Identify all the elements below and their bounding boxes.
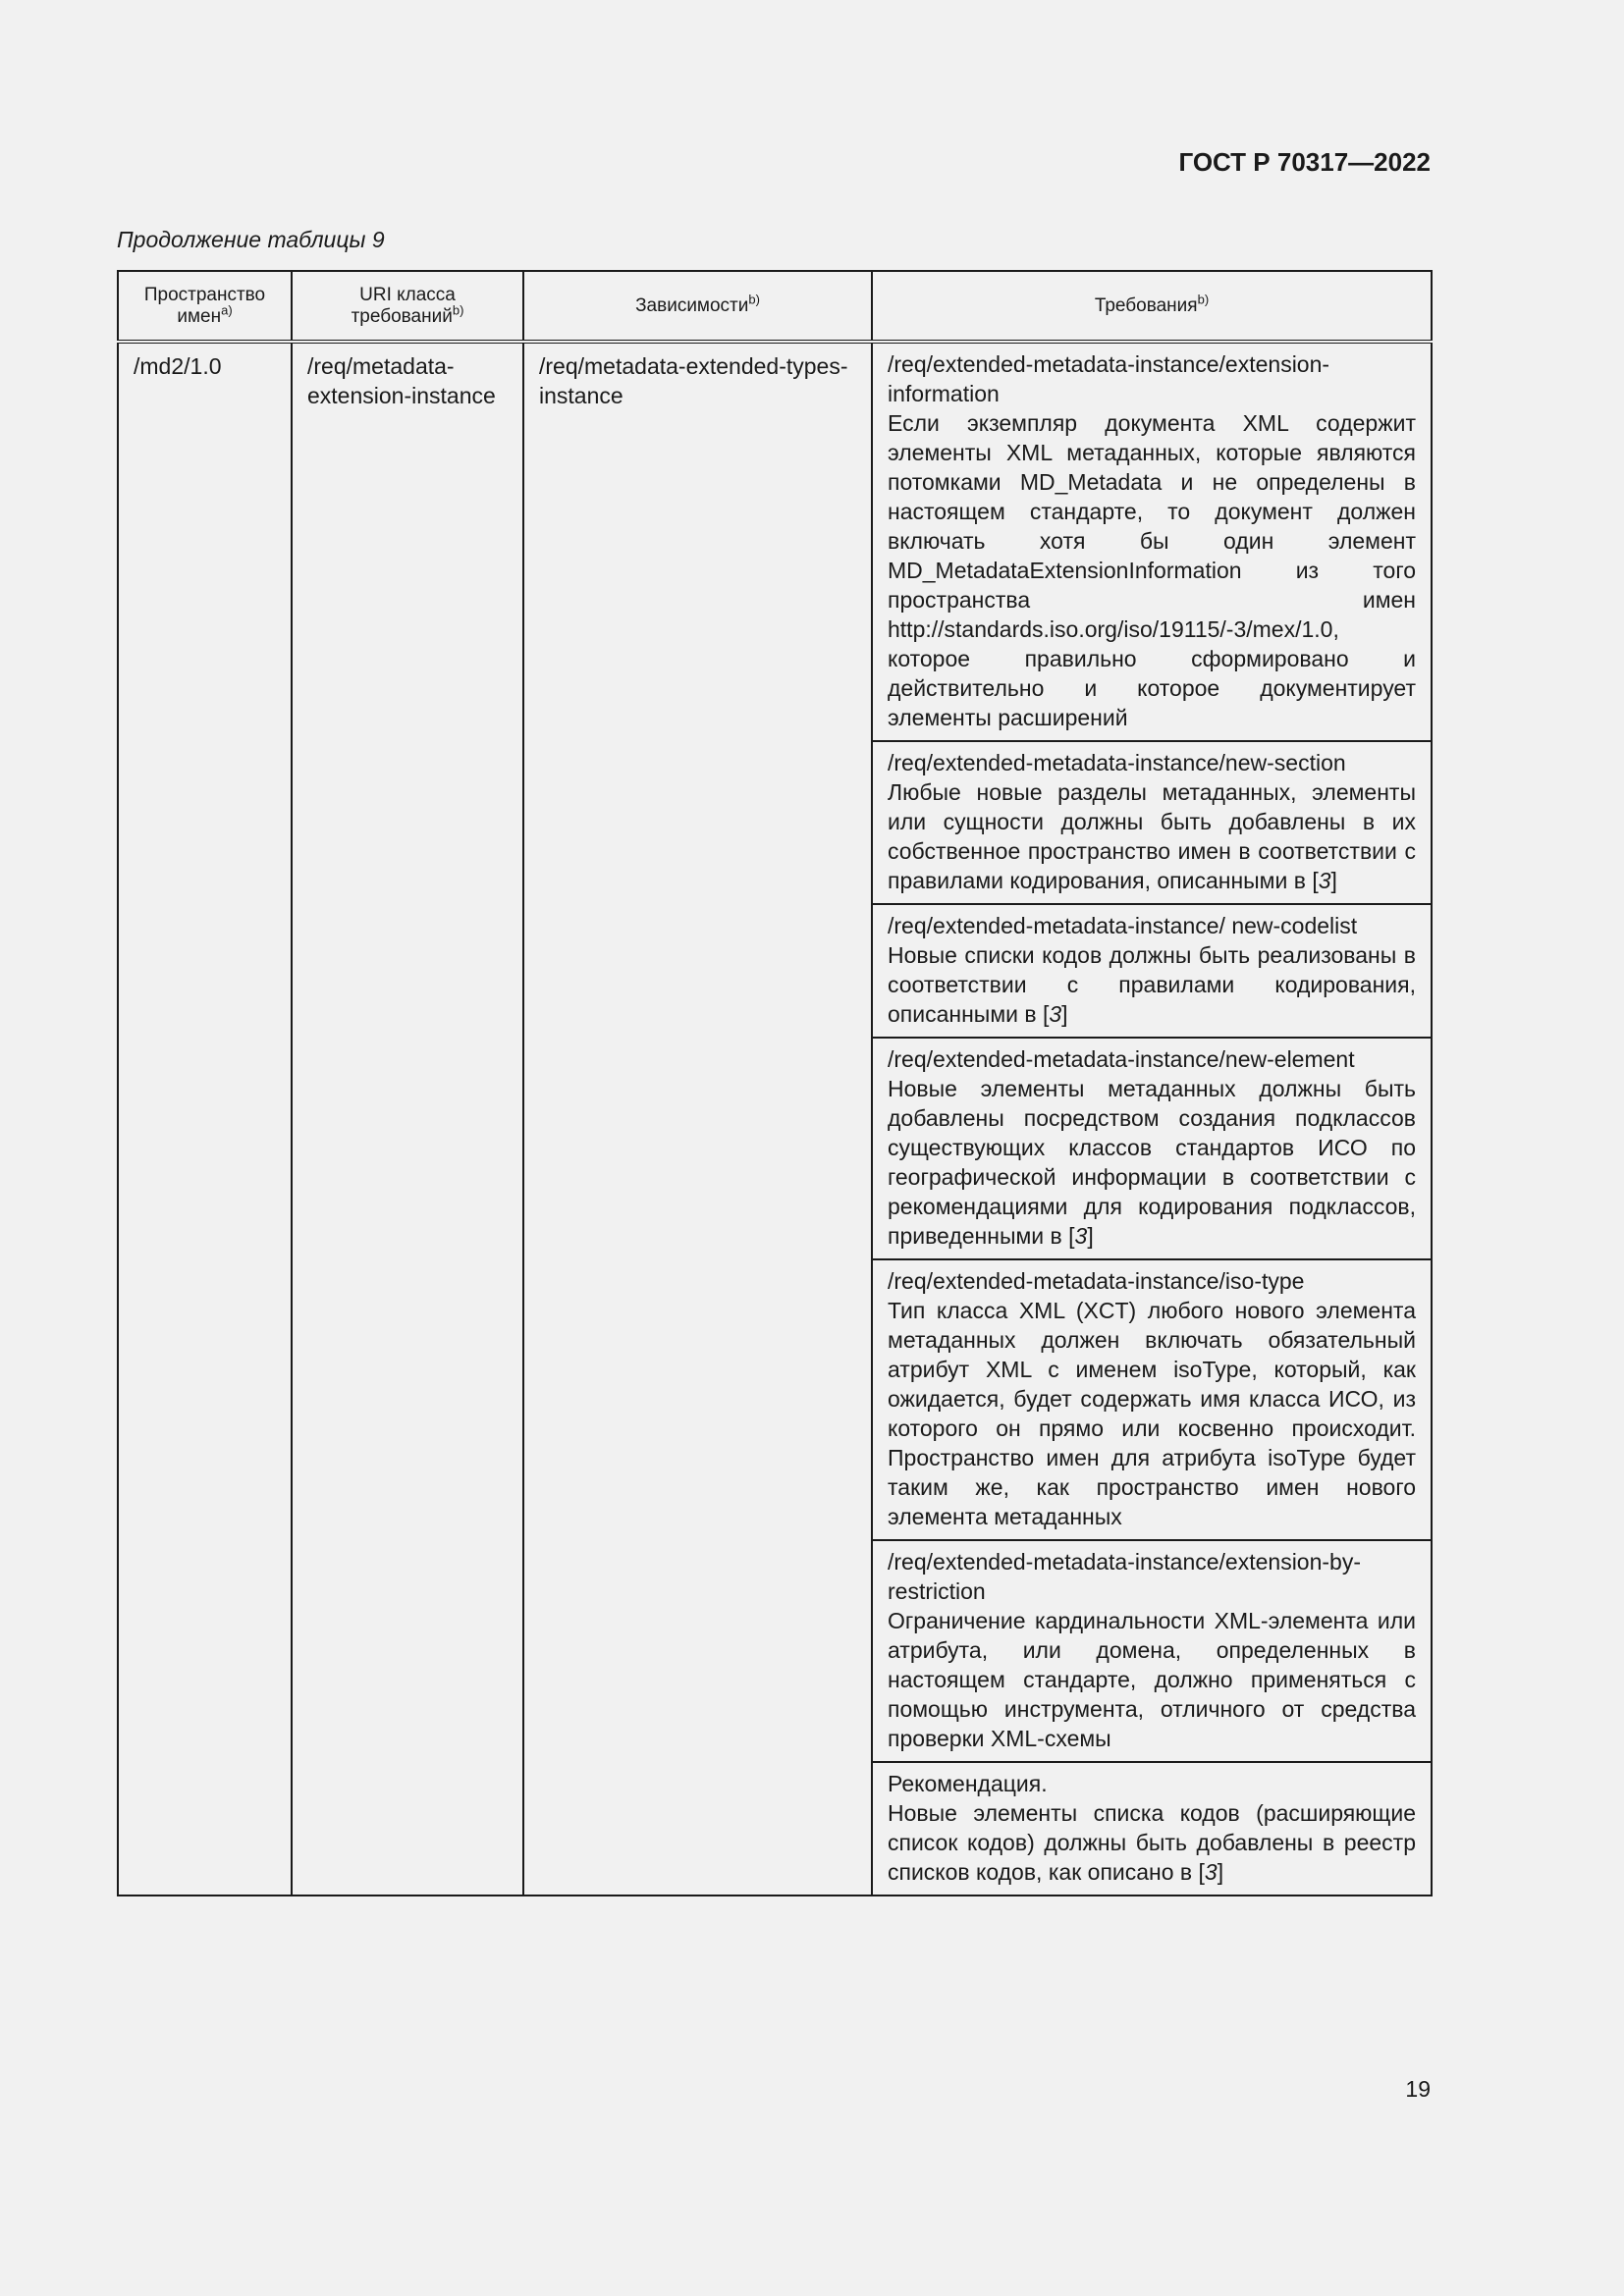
column-footnote-mark: b) [1197,292,1210,307]
document-code: ГОСТ Р 70317—2022 [1178,147,1431,177]
recommendation-label: Рекомендация. [888,1771,1048,1796]
column-header-label: URI класса требований [351,284,456,327]
namespace-value: /md2/1.0 [134,353,222,379]
column-header-dependencies [523,271,872,342]
requirement-uri: /req/extended-metadata-instance/extension-information [888,351,1330,406]
uri-cell [292,342,523,1896]
reference-close: ] [1087,1223,1094,1249]
column-header-label: Пространство имен [143,284,266,327]
reference-close: ] [1217,1859,1224,1885]
column-footnote-mark: а) [221,302,233,318]
requirement-uri: /req/extended-metadata-instance/extension-by-restriction [888,1549,1362,1604]
reference-open: [ [1036,1001,1050,1027]
namespace-cell [118,342,292,1896]
dependency-value: /req/metadata-extended-types-instance [539,353,848,408]
requirement-uri: /req/extended-metadata-instance/new-section [888,750,1346,775]
column-footnote-mark: b) [452,302,464,318]
table-header-row [118,271,1432,342]
reference-number: 3 [1204,1859,1218,1885]
requirement-body: Если экземпляр документа XML содержит элементы XML метаданных, которые являются потомками MD_Metadata и не определены в настоящем стандарте, то документ должен включать хотя бы один элемент MD_MetadataExtensionInformation из того пространства имен http://standards.iso.org/iso/19115/-3/mex/1.0, которое правильно сформировано и действительно и которое документирует элементы расширений [888,410,1416,730]
column-header-namespace [118,271,292,342]
requirement-text [888,1798,1416,1887]
reference-number: 3 [1049,1001,1062,1027]
requirement-body: Любые новые разделы метаданных, элементы или сущности должны быть добавлены в их собственное пространство имен в соответствии с правилами кодирования, описанными в [888,779,1416,893]
reference-close: ] [1061,1001,1068,1027]
requirement-uri: /req/extended-metadata-instance/ new-codelist [888,913,1358,938]
reference-number: 3 [1074,1223,1088,1249]
requirement-text [888,940,1416,1029]
table-caption: Продолжение таблицы 9 [117,227,385,252]
uri-value: /req/metadata-extension-instance [307,353,496,408]
requirement-item [873,1763,1431,1895]
page-number: 19 [1405,2076,1431,2102]
table-row [118,342,1432,1896]
column-header-uri [292,271,523,342]
requirement-body: Новые списки кодов должны быть реализованы в соответствии с правилами кодирования, описанными в [888,942,1416,1027]
reference-number: 3 [1318,868,1331,893]
requirements-cell [872,342,1432,1896]
reference-open: [ [1061,1223,1075,1249]
requirement-uri: /req/extended-metadata-instance/iso-type [888,1268,1305,1294]
requirement-item [873,742,1431,905]
dependency-cell [523,342,872,1896]
reference-open: [ [1192,1859,1205,1885]
requirement-text [888,1074,1416,1251]
requirement-item [873,344,1431,742]
requirements-table [117,270,1433,1896]
column-header-label: Требования [1094,294,1198,316]
reference-close: ] [1330,868,1337,893]
reference-open: [ [1305,868,1319,893]
requirement-text [888,408,1416,732]
requirement-body: Новые элементы метаданных должны быть добавлены посредством создания подклассов существующих классов стандартов ИСО по географической информации в соответствии с рекомендациями для кодирования подклассов, приведенными в [888,1076,1416,1249]
requirement-item [873,1039,1431,1260]
requirement-body: Ограничение кардинальности XML-элемента или атрибута, или домена, определенных в настоящем стандарте, должно применяться с помощью инструмента, отличного от средства проверки XML-схемы [888,1608,1416,1751]
requirement-uri: /req/extended-metadata-instance/new-element [888,1046,1355,1072]
column-header-label: Зависимости [635,294,749,316]
column-header-requirements [872,271,1432,342]
requirement-item [873,905,1431,1039]
requirement-item [873,1541,1431,1763]
requirement-body: Новые элементы списка кодов (расширяющие список кодов) должны быть добавлены в реестр списков кодов, как описано в [888,1800,1416,1885]
requirement-body: Тип класса XML (XCT) любого нового элемента метаданных должен включать обязательный атрибут XML с именем isoType, который, как ожидается, будет содержать имя класса ИСО, из которого он прямо или косвенно происходит. Пространство имен для атрибута isoType будет таким же, как пространство имен нового элемента метаданных [888,1298,1416,1529]
requirement-text [888,1606,1416,1753]
requirement-item [873,1260,1431,1541]
requirement-text [888,1296,1416,1531]
column-footnote-mark: b) [748,292,760,307]
requirement-text [888,777,1416,895]
